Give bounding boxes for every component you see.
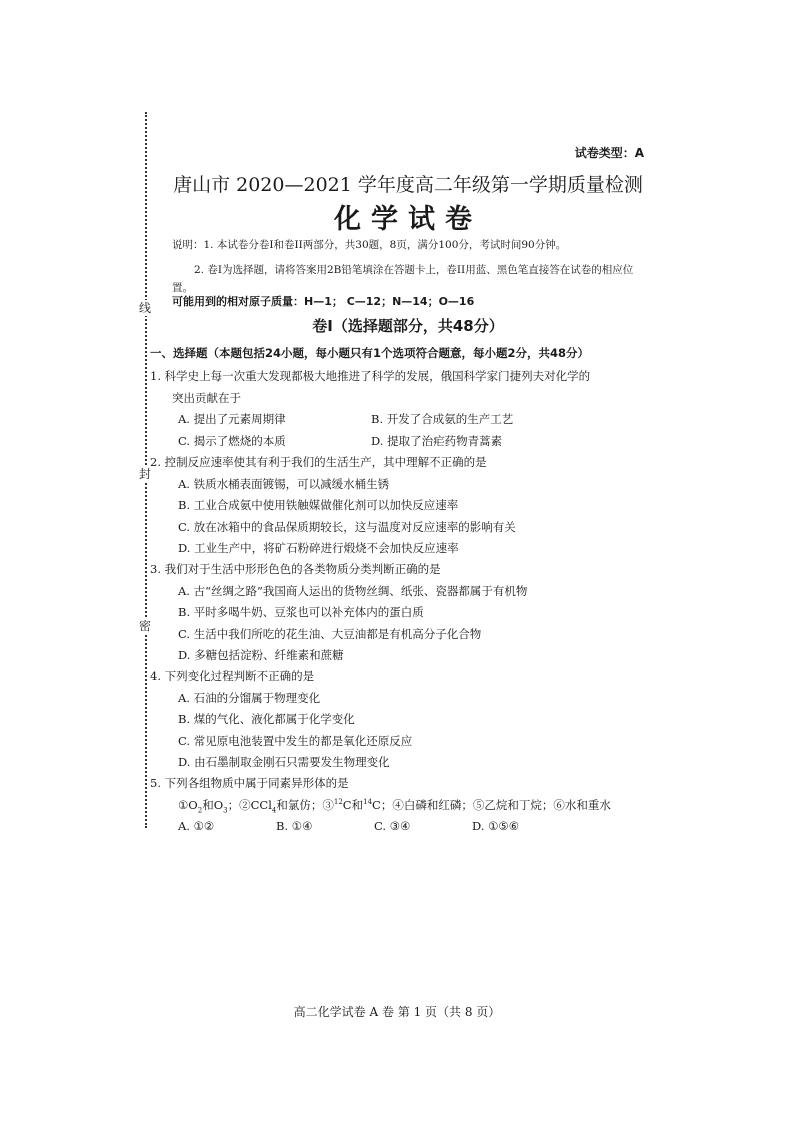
option-a: A. 古“丝绸之路”我国商人运出的货物丝绸、纸张、瓷器都属于有机物 <box>178 583 528 598</box>
question-4 <box>150 666 650 774</box>
section-title: 一、选择题（本题包括24小题，每小题只有1个选项符合题意，每小题2分，共48分） <box>150 346 590 360</box>
option-row <box>150 409 650 431</box>
part-title: 卷I（选择题部分，共48分） <box>312 317 504 335</box>
option-d: D. 多糖包括淀粉、纤维素和蔗糖 <box>178 648 344 662</box>
question-5-groups: $①O_2$和$O_3$；②CCl$_4$和氯仿；③$^{12}$C和$^{14}$C；④白磷和红磷；⑤乙烷和丁烷；⑥水和重水 <box>178 797 611 814</box>
option-row <box>150 431 650 453</box>
option-a: A. 提出了元素周期律 <box>178 412 286 426</box>
exam-type-label: 试卷类型：A <box>574 146 644 160</box>
option-c: C. 揭示了燃烧的本质 <box>178 433 286 448</box>
exam-title: 唐山市 2020—2021 学年度高二年级第一学期质量检测 <box>173 174 643 196</box>
option-b: B. 平时多喝牛奶、豆浆也可以补充体内的蛋白质 <box>178 605 424 619</box>
option-b: B. 开发了合成氨的生产工艺 <box>371 412 514 426</box>
binding-char-bottom: 密 <box>138 619 151 633</box>
subject-title: 化学试卷 <box>334 204 482 235</box>
option-b: B. 煤的气化、液化都属于化学变化 <box>178 712 355 726</box>
question-2 <box>150 452 650 560</box>
option-c: C. 常见原电池装置中发生的都是氧化还原反应 <box>178 733 413 748</box>
option-b: B. ①④ <box>276 819 313 833</box>
option-d: D. 提取了治疟药物青蒿素 <box>371 433 503 448</box>
option-row <box>150 816 650 838</box>
option-b: B. 工业合成氨中使用铁触媒做催化剂可以加快反应速率 <box>178 498 459 512</box>
page-footer: 高二化学试卷 A 卷 第 1 页（共 8 页） <box>293 1005 501 1019</box>
instruction-line-1: 说明：1. 本试卷分卷I和卷II两部分，共30题，8页，满分100分，考试时间90分钟。 <box>172 239 567 251</box>
binding-char-mid: 封 <box>138 467 151 481</box>
option-d: D. 工业生产中，将矿石粉碎进行煅烧不会加快反应速率 <box>178 541 459 555</box>
option-c: C. ③④ <box>374 819 411 833</box>
question-stem-continued: 突出贡献在于 <box>172 390 241 405</box>
question-stem: 2. 控制反应速率使其有利于我们的生活生产，其中理解不正确的是 <box>150 455 487 469</box>
question-stem: 5. 下列各组物质中属于同素异形体的是 <box>150 776 349 790</box>
question-5 <box>150 773 650 838</box>
option-d: D. ①⑤⑥ <box>472 819 520 833</box>
question-stem: 4. 下列变化过程判断不正确的是 <box>150 669 315 683</box>
question-stem: 1. 科学史上每一次重大发现都极大地推进了科学的发展，俄国科学家门捷列夫对化学的 <box>150 369 591 383</box>
option-c: C. 生活中我们所吃的花生油、大豆油都是有机高分子化合物 <box>178 626 482 641</box>
question-1 <box>150 366 650 452</box>
option-a: A. ①② <box>178 819 215 833</box>
option-c: C. 放在冰箱中的食品保质期较长，这与温度对反应速率的影响有关 <box>178 519 516 534</box>
option-a: A. 铁质水桶表面镀锡，可以减缓水桶生锈 <box>178 476 390 491</box>
option-d: D. 由石墨制取金刚石只需要发生物理变化 <box>178 755 390 769</box>
atomic-masses: 可能用到的相对原子质量：H—1； C—12；N—14；O—16 <box>172 295 475 308</box>
instruction-line-2: 2. 卷I为选择题，请将答案用2B铅笔填涂在答题卡上，卷II用蓝、黑色笔直接答在试卷的相应位置。 <box>172 264 634 294</box>
question-stem: 3. 我们对于生活中形形色色的各类物质分类判断正确的是 <box>150 562 441 576</box>
option-a: A. 石油的分馏属于物理变化 <box>178 690 321 705</box>
question-3 <box>150 559 650 667</box>
binding-char-top: 线 <box>138 301 151 315</box>
